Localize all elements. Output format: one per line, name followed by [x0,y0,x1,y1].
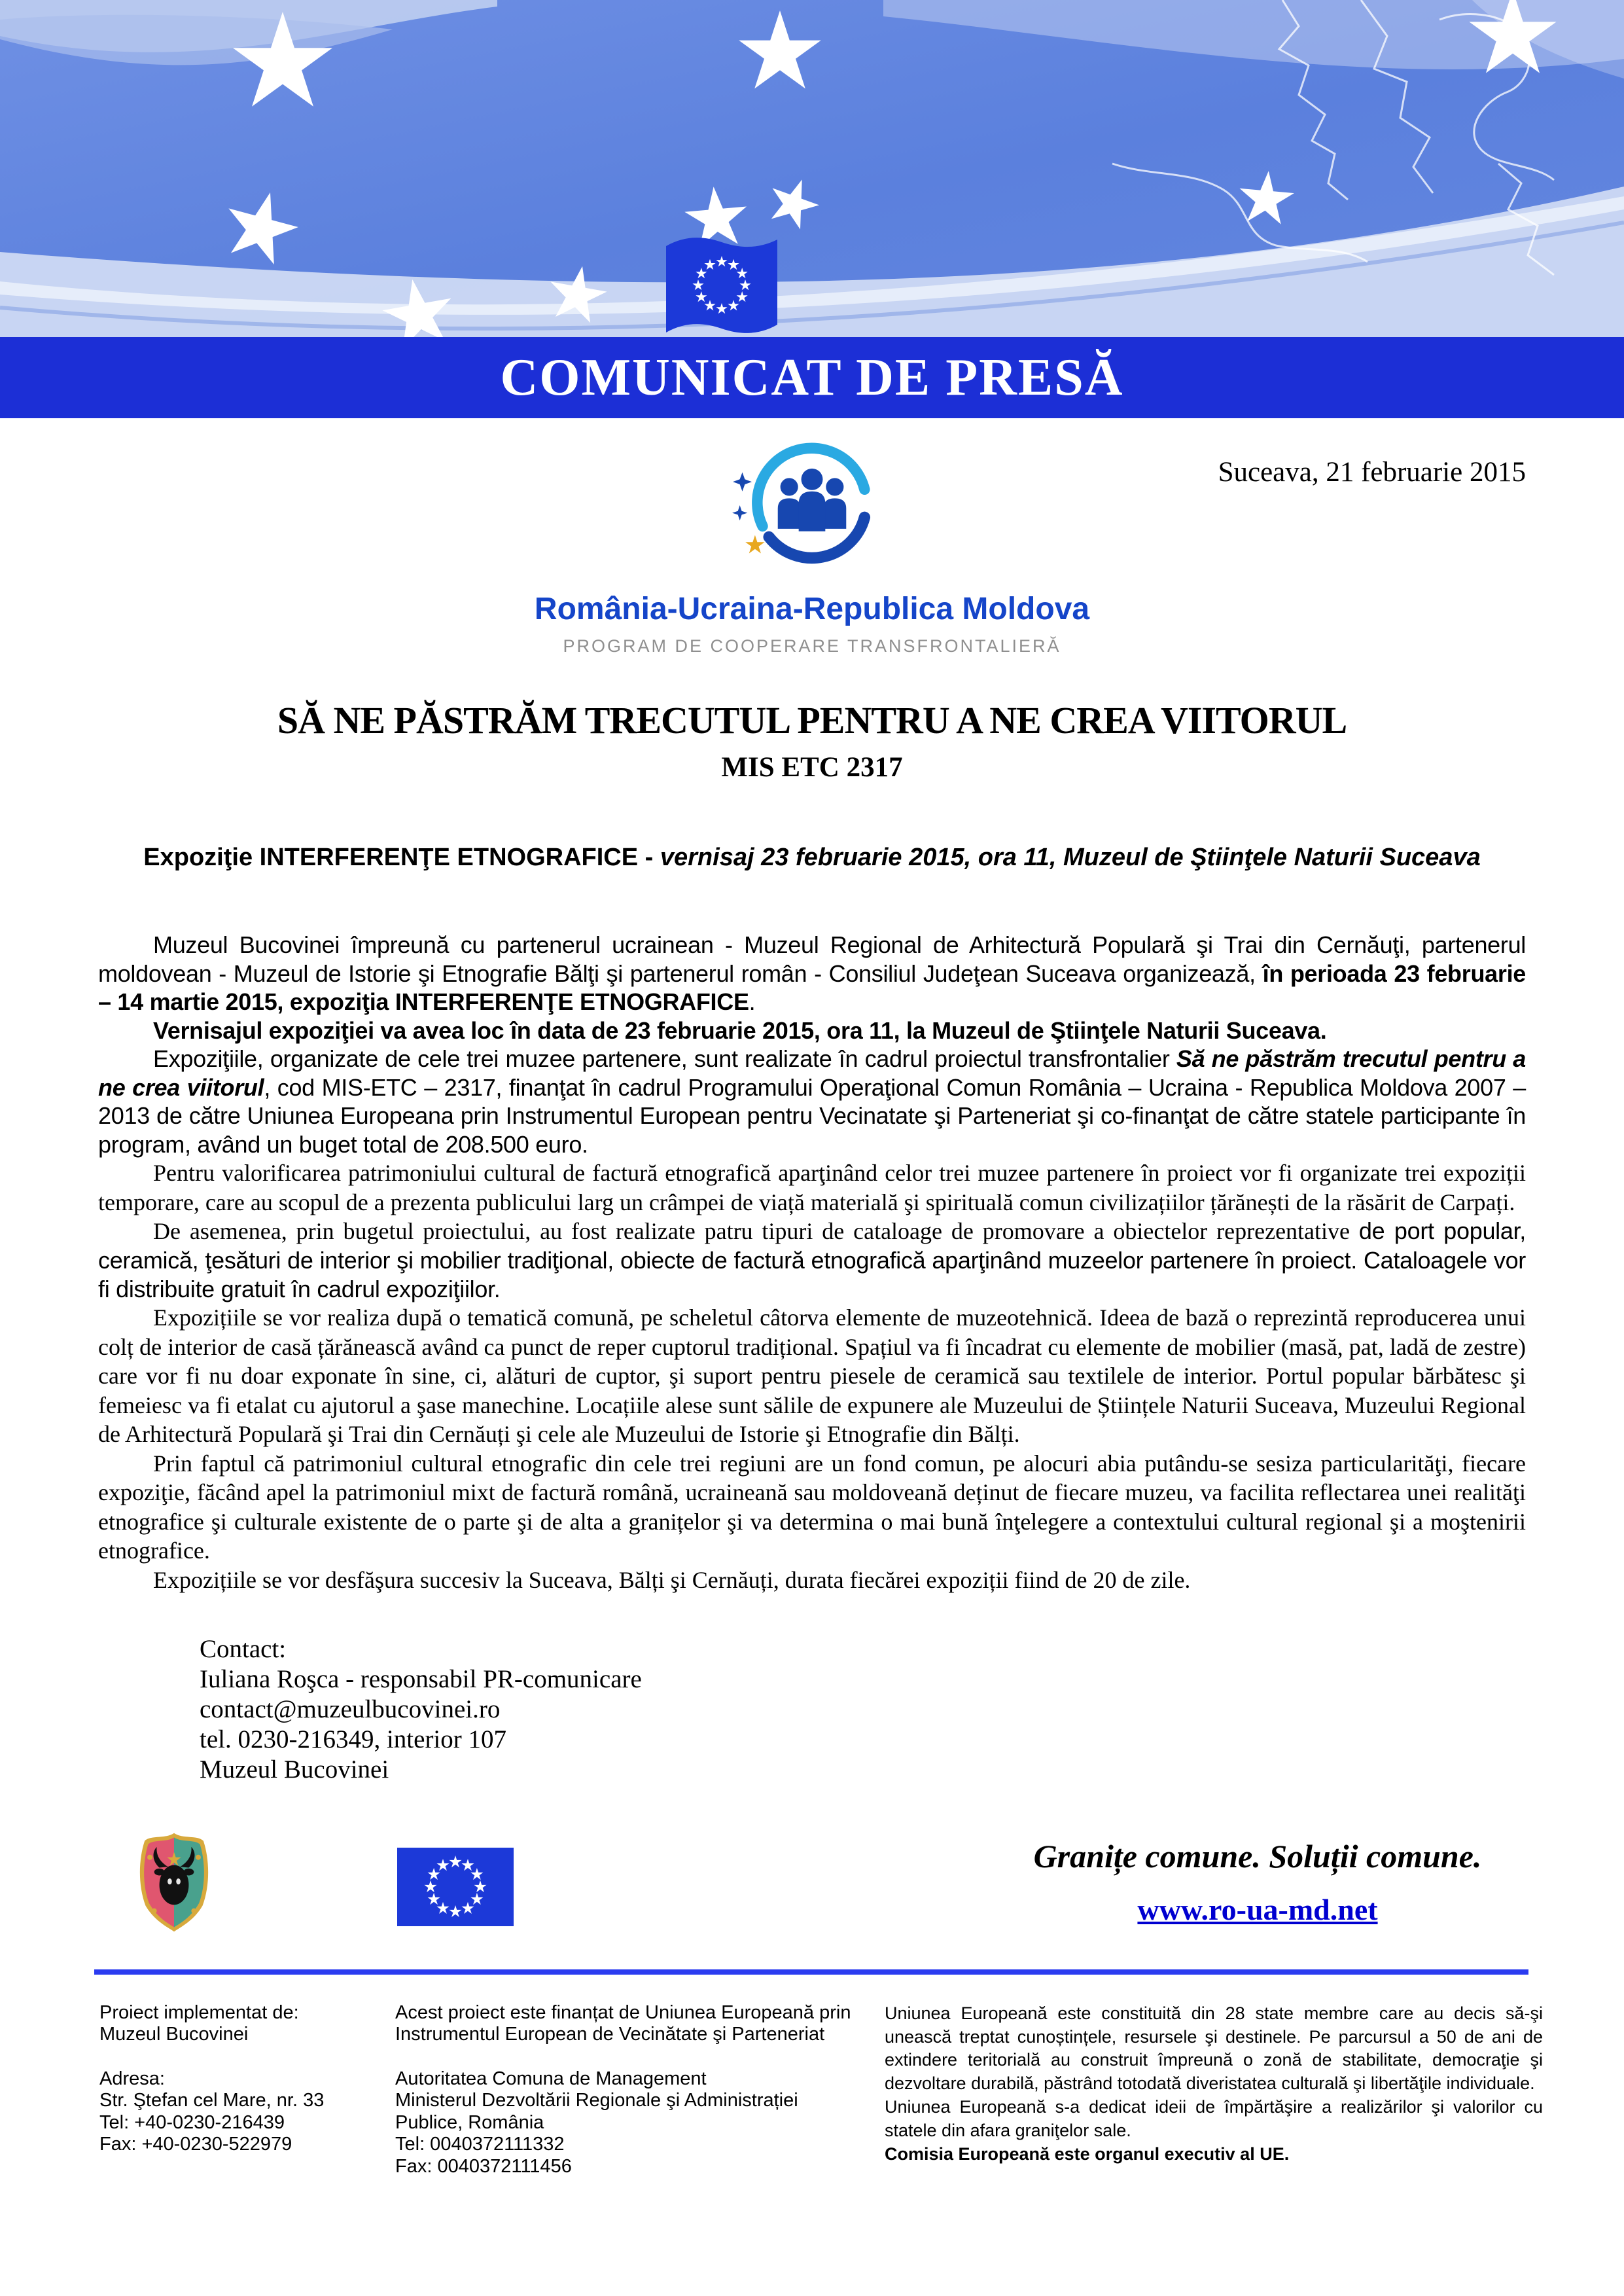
text-line: Tel: +40-0230-216439 [99,2111,285,2133]
text-run: Expoziţie INTERFERENŢE ETNOGRAFICE - [143,844,660,871]
eu-flag-icon [397,1848,514,1926]
three-people-icon [778,469,847,531]
text-line: Fax: 0040372111456 [395,2156,572,2178]
paragraph [98,1158,1526,1217]
text-line: Muzeul Bucovinei [99,2024,249,2045]
exhibition-line [98,844,1526,872]
eu-description-paragraph: Uniunea Europeană este constituită din 28 state membre care au decis să-şi unească treptat cunoștințele, resursele şi destinele. Pe parcursul a 50 de ani de extindere teritorială au construit împreună o zonă de stabilitate, democraţie şi dezvoltare durabilă, păstrând totodată diveristatea culturală şi libertăţile individuale. [885,2003,1543,2094]
contact-block [200,1634,1624,1785]
text-run: Să ne păstrăm trecutul pentru a ne crea viitorul [98,1045,1526,1101]
text-run: Prin faptul că patrimoniul cultural etnografic din cele trei regiuni are un fond comun, pe alocuri abia putându-se sesiza particularităţi, fiecare expoziţie, făcând apel la patrimoniul mixt de factură română, ucraineană sau moldoveană deținut de fiecare muzeu, va facilita reflectarea unei realităţi etnografice şi culturale existente de o parte şi de alta a granițelor şi va determina o mai bună înţelegere a contextului cultural regional şi a moştenirii etnografice. [98,1450,1526,1564]
text-run: de port popular, ceramică, ţesături de interior şi mobilier tradiţional, obiecte de factură etnografică aparţinând muzeelor partenere în proiect. Cataloagele vor fi distribuite gratuit în cadrul expoziţiilor. [98,1217,1527,1302]
slogan-block [983,1837,1532,1927]
paragraph [98,1217,1526,1303]
text-run: Expozițiile se vor realiza după o tematică comună, pe scheletul câtorva elemente de muzeotehnică. Ideea de bază o reprezintă reproducerea unui colț de interior de casă țărănească având ca punct de reper cuptorul tradițional. Spațiul va fi încadrat cu elemente de mobilier (masă, pat, ladă de zestre) care vor fi nu doar exponate în sine, ci, alături de cuptor, şi suport pentru piesele de ceramică sau textilele de interior. Portul popular bărbătesc şi femeiesc va fi etalat cu ajutorul a şase manechine. Locațiile alese sunt sălile de expunere ale Muzeului de Științele Naturii Suceava, Muzeului Regional de Arhitectură Populară şi Trai din Cernăuți şi cele ale Muzeului de Istorie şi Etnografie din Bălți. [98,1304,1526,1448]
text-line: Muzeul Bucovinei [200,1755,389,1784]
project-title: SĂ NE PĂSTRĂM TRECUTUL PENTRU A NE CREA VIITORUL [277,699,1347,742]
text-line [395,2046,866,2068]
muzeul-bucovinei-coat-of-arms [131,1831,217,1934]
text-line: Proiect implementat de: [99,2001,299,2023]
date-line: Suceava, 21 februarie 2015 [1218,457,1526,488]
text-run: Vernisajul expoziţiei va avea loc în data de 23 februarie 2015, ora 11, la Muzeul de Ştiinţele Naturii Suceava. [153,1016,1327,1044]
paragraph [98,1566,1526,1595]
text-run: . [749,988,756,1016]
press-release-title: COMUNICAT DE PRESĂ [500,348,1124,406]
paragraph [98,931,1526,1016]
text-run: Expozițiile se vor desfăşura succesiv la Suceava, Bălți şi Cernăuți, durata fiecărei expoziții fiind de 20 de zile. [153,1567,1191,1594]
program-countries-title: România-Ucraina-Republica Moldova [534,592,1090,626]
text-line: contact@muzeulbucovinei.ro [200,1695,501,1723]
text-line: Fax: +40-0230-522979 [99,2134,292,2155]
text-line: Acest proiect este finanțat de Uniunea Europeană prin Instrumentul European de Vecinătate şi Parteneriat [395,2001,851,2045]
footer-columns [99,2002,1624,2178]
text-run: De asemenea, prin bugetul proiectului, au fost realizate patru tipuri de cataloage de promovare a obiectelor reprezentative [153,1218,1359,1245]
text-run: vernisaj 23 februarie 2015, ora 11, Muzeul de Ştiinţele Naturii Suceava [660,844,1481,871]
eu-dedication-paragraph: Uniunea Europeană s-a dedicat ideii de împărtăşire a realizărilor şi valorilor cu statele din afara graniţelor sale. [885,2097,1543,2141]
program-logo [728,426,896,584]
press-release-band [0,337,1624,418]
footer-eu-column [885,2002,1543,2166]
text-line: tel. 0230-216349, interior 107 [200,1725,507,1753]
text-run: , cod MIS-ETC – 2317, finanţat în cadrul Programului Operaţional Comun România – Ucraina - Republica Moldova 2007 – 2013 de către Uniunea Europeana prin Instrumentul European pentru Vecinatate şi Parteneriat şi co-finanţat de către statele participante în program, având un buget total de 208.500 euro. [98,1073,1527,1158]
eu-flag-banner-graphic [0,0,1624,337]
footer-implementer-column [99,2002,381,2156]
eu-commission-line: Comisia Europeană este organul executiv al UE. [885,2144,1290,2164]
text-line: Str. Ştefan cel Mare, nr. 33 [99,2090,325,2111]
paragraph [98,1045,1526,1158]
project-code: MIS ETC 2317 [721,752,903,783]
document-header [0,418,1624,681]
text-line: Iuliana Roşca - responsabil PR-comunicare [200,1664,642,1693]
program-logo-block [0,426,1624,656]
text-line: Autoritatea Comuna de Management [395,2068,707,2089]
text-line [99,2046,381,2068]
program-slogan: Granițe comune. Soluții comune. [1033,1837,1482,1874]
text-line: Adresa: [99,2068,165,2089]
eu-banner-image [0,0,1624,337]
text-run: în perioada 23 februarie – 14 martie 2015, expoziţia INTERFERENŢE ETNOGRAFICE [98,960,1526,1016]
text-run: Muzeul Bucovinei împreună cu partenerul ucrainean - Muzeul Regional de Arhitectură Populară şi Trai din Cernăuţi, partenerul moldovean - Muzeul de Istorie şi Etnografie Bălţi şi partenerul român - Consiliul Judeţean Suceava organizează, [98,931,1526,987]
text-line: Ministerul Dezvoltării Regionale şi Administrației Publice, România [395,2090,798,2133]
eu-flag-waving-icon [666,238,777,333]
footer-authority-column [395,2002,866,2178]
paragraph [98,1016,1526,1045]
program-subtitle: PROGRAM DE COOPERARE TRANSFRONTALIERĂ [563,636,1061,656]
paragraph [98,1449,1526,1566]
program-website-link[interactable]: www.ro-ua-md.net [1137,1892,1378,1926]
text-line: Tel: 0040372111332 [395,2134,565,2155]
footer-logos-row [0,1831,1624,1955]
text-line: Contact: [200,1634,287,1663]
body-paragraphs [98,931,1526,1595]
paragraph [98,1303,1526,1449]
text-run: Pentru valorificarea patrimoniului cultural de factură etnografică aparţinând celor trei muzee partenere în proiect vor fi organizate trei expoziții temporare, care au scopul de a prezenta publicului larg un crâmpei de viață materială şi spirituală comun civilizațiilor țărănești de la răsărit de Carpați. [98,1160,1526,1215]
footer-divider [94,1969,1528,1975]
text-run: Expoziţiile, organizate de cele trei muzee partenere, sunt realizate în cadrul proiectul transfrontalier [153,1045,1176,1073]
